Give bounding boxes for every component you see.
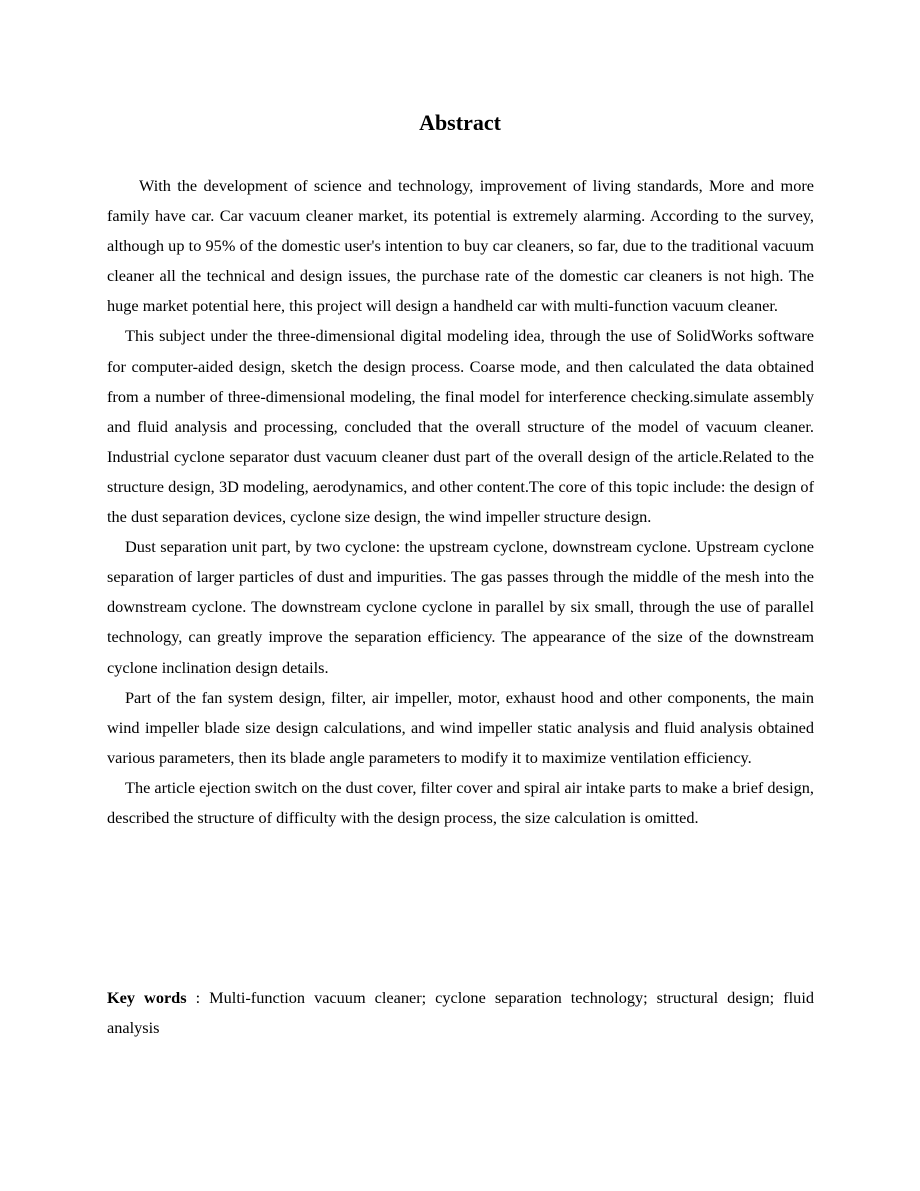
keywords-separator: :	[186, 988, 210, 1007]
keywords-label: Key words	[107, 988, 187, 1007]
abstract-paragraph-3: Dust separation unit part, by two cyclone: the upstream cyclone, downstream cyclone. Upstream cyclone separation of larger particles of dust and impurities. The gas passes through the middle of the mesh into the downstream cyclone. The downstream cyclone cyclone in parallel by six small, through the use of parallel technology, can greatly improve the separation efficiency. The appearance of the size of the downstream cyclone inclination design details.	[107, 537, 814, 677]
keywords-text: Multi-function vacuum cleaner; cyclone separation technology; structural design; fluid analysis	[107, 988, 814, 1038]
abstract-paragraph-2: This subject under the three-dimensional digital modeling idea, through the use of SolidWorks software for computer-aided design, sketch the design process. Coarse mode, and then calculated the data obtained from a number of three-dimensional modeling, the final model for interference checking.simulate assembly and fluid analysis and processing, concluded that the overall structure of the model of vacuum cleaner. Industrial cyclone separator dust vacuum cleaner dust part of the overall design of the article.Related to the structure design, 3D modeling, aerodynamics, and other content.The core of this topic include: the design of the dust separation devices, cyclone size design, the wind impeller structure design.	[107, 326, 814, 527]
abstract-paragraph-4: Part of the fan system design, filter, air impeller, motor, exhaust hood and other components, the main wind impeller blade size design calculations, and wind impeller static analysis and fluid analysis obtained various parameters, then its blade angle parameters to modify it to maximize ventilation efficiency.	[107, 687, 814, 767]
abstract-title: Abstract	[419, 110, 501, 135]
keywords-line	[107, 983, 814, 1043]
abstract-body	[107, 171, 814, 833]
abstract-paragraph-1: With the development of science and technology, improvement of living standards, More and more family have car. Car vacuum cleaner market, its potential is extremely alarming. According to the survey, although up to 95% of the domestic user's intention to buy car cleaners, so far, due to the traditional vacuum cleaner all the technical and design issues, the purchase rate of the domestic car cleaners is not high. The huge market potential here, this project will design a handheld car with multi-function vacuum cleaner.	[107, 176, 814, 316]
abstract-paragraph-5: The article ejection switch on the dust cover, filter cover and spiral air intake parts to make a brief design, described the structure of difficulty with the design process, the size calculation is omitted.	[107, 777, 814, 827]
